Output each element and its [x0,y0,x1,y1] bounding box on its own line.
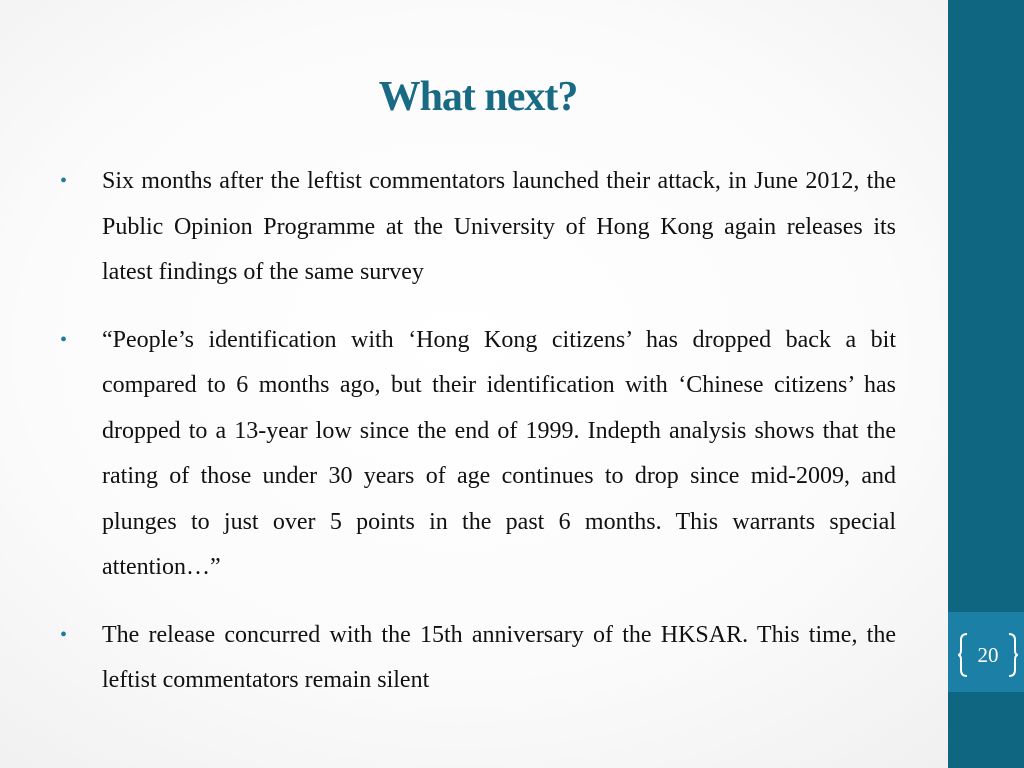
bullet-list [60,159,896,726]
bullet-text: “People’s identification with ‘Hong Kong citizens’ has dropped back a bit compared to 6 months ago, but their identification with ‘Chinese citizens’ has dropped to a 13-year low since the end of 1999. Indepth analysis shows that the rating of those under 30 years of age continues to drop since mid-2009, and plunges to just over 5 points in the past 6 months. This warrants special attention…” [102,326,896,580]
bullet-text: The release concurred with the 15th anniversary of the HKSAR. This time, the leftist commentators remain silent [102,621,896,693]
bullet-icon: • [60,623,68,646]
bullet-icon: • [60,328,68,351]
bullet-item [60,318,896,591]
bullet-text: Six months after the leftist commentators launched their attack, in June 2012, the Public Opinion Programme at the University of Hong Kong again releases its latest findings of the same survey [102,168,896,285]
bullet-icon: • [60,170,68,192]
bullet-item [60,159,896,296]
slide-title: What next? [378,74,578,120]
page-number: 20 [977,643,999,667]
bullet-item [60,613,896,704]
